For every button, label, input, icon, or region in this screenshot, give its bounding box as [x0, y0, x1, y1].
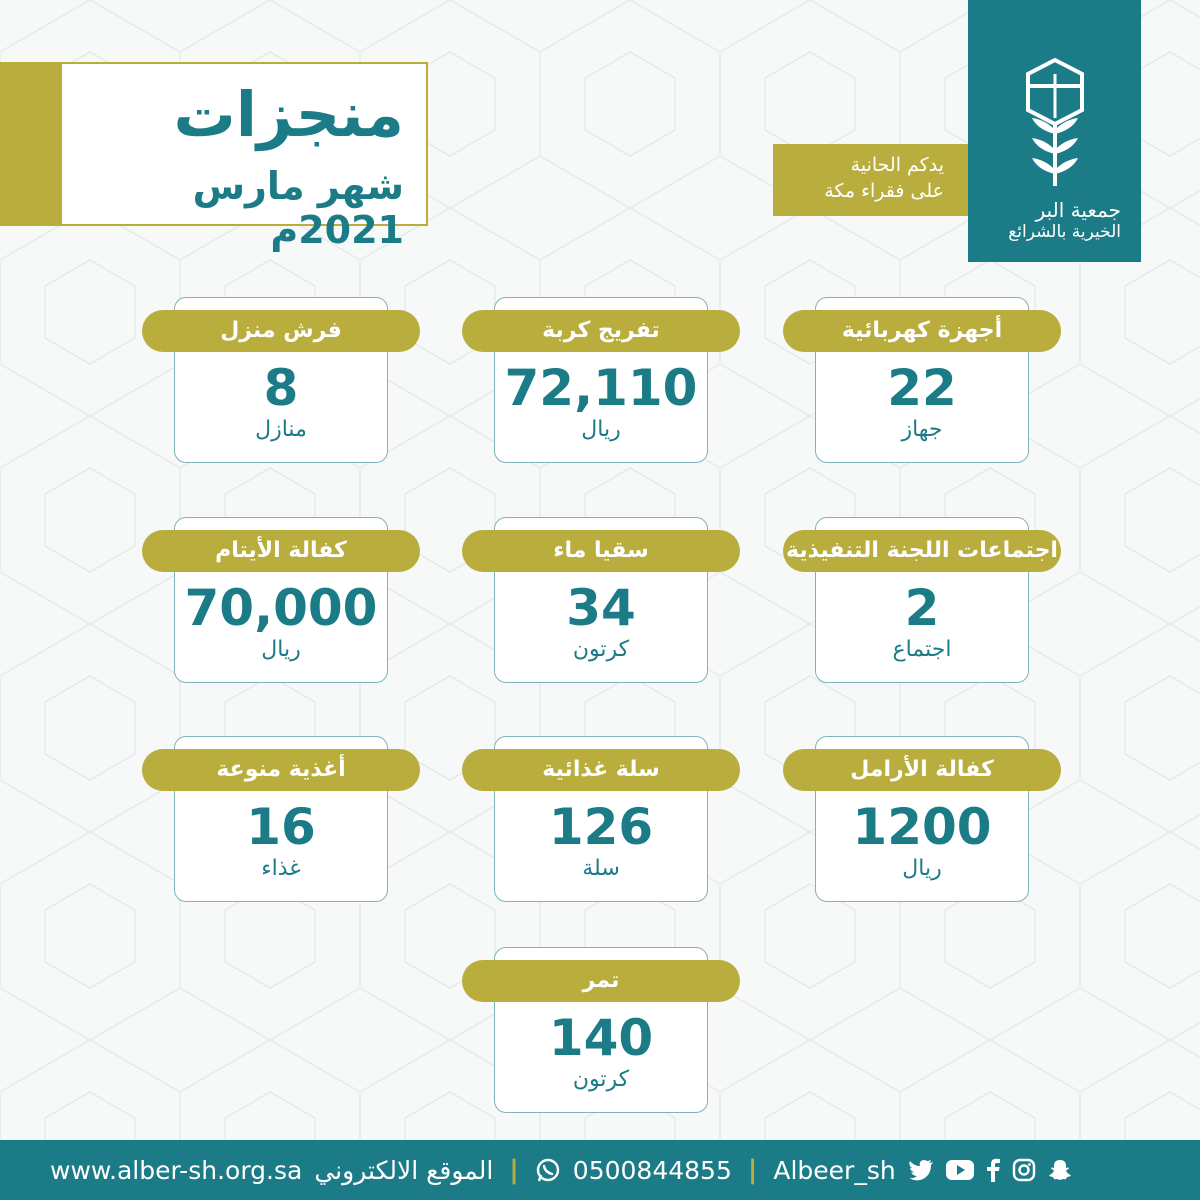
- stat-card-label: كفالة الأيتام: [142, 530, 420, 572]
- twitter-icon[interactable]: [908, 1159, 934, 1181]
- stat-card-orphan-sponsorship: [174, 517, 388, 683]
- logo: [968, 0, 1141, 262]
- stat-card-value: 22: [887, 359, 957, 417]
- title-accent-bar: [0, 62, 60, 226]
- stat-card-unit: جهاز: [901, 417, 943, 442]
- stat-card-water: [494, 517, 708, 683]
- stat-card-various-food: [174, 736, 388, 902]
- footer-separator: |: [509, 1155, 519, 1185]
- stat-card-value: 140: [548, 1009, 654, 1067]
- stat-card-value: 16: [246, 798, 316, 856]
- phone-number[interactable]: 0500844855: [572, 1155, 732, 1185]
- stat-card-dates: [494, 947, 708, 1113]
- stat-card-label: تمر: [462, 960, 740, 1002]
- stat-card-value: 126: [548, 798, 654, 856]
- stat-card-unit: سلة: [582, 856, 620, 881]
- stat-card-value: 34: [566, 579, 636, 637]
- stat-card-food-basket: [494, 736, 708, 902]
- stat-card-unit: كرتون: [572, 637, 630, 662]
- stat-card-committee-meetings: [786, 517, 1058, 683]
- stat-card-electrical-devices: [815, 297, 1029, 463]
- website-label: الموقع الالكتروني: [314, 1155, 494, 1185]
- stat-card-unit: كرتون: [572, 1067, 630, 1092]
- tagline-box: [773, 144, 968, 216]
- social-handle[interactable]: Albeer_sh: [773, 1155, 896, 1185]
- stat-card-unit: ريال: [261, 637, 301, 662]
- youtube-icon[interactable]: [946, 1160, 974, 1180]
- stat-card-value: 1200: [852, 798, 992, 856]
- stat-card-home-furnishing: [174, 297, 388, 463]
- stat-card-unit: ريال: [902, 856, 942, 881]
- stat-card-widow-sponsorship: [815, 736, 1029, 902]
- stat-card-value: 8: [263, 359, 299, 417]
- stat-card-label: سقيا ماء: [462, 530, 740, 572]
- stat-card-label: أجهزة كهربائية: [783, 310, 1061, 352]
- logo-name-line2: الخيرية بالشرائع: [1008, 222, 1121, 242]
- footer-content: [50, 1140, 1072, 1200]
- stat-card-unit: اجتماع: [892, 637, 952, 662]
- stat-card-value: 2: [904, 579, 940, 637]
- tagline-line2: على فقراء مكة: [824, 180, 944, 202]
- stat-card-label: أغذية منوعة: [142, 749, 420, 791]
- title-box: [60, 62, 428, 252]
- stat-card-relief: [494, 297, 708, 463]
- stat-card-unit: ريال: [581, 417, 621, 442]
- stat-card-label: تفريج كربة: [462, 310, 740, 352]
- wheat-kaaba-logo-icon: [1024, 58, 1086, 188]
- page-subtitle: شهر مارس 2021م: [192, 164, 404, 252]
- snapchat-icon[interactable]: [1048, 1158, 1072, 1182]
- stat-card-value: 72,110: [504, 359, 698, 417]
- stat-card-value: 70,000: [184, 579, 378, 637]
- footer: [0, 1140, 1200, 1200]
- stat-card-unit: منازل: [255, 417, 307, 442]
- whatsapp-icon[interactable]: [535, 1157, 561, 1183]
- stat-card-label: كفالة الأرامل: [783, 749, 1061, 791]
- footer-separator: |: [747, 1155, 758, 1185]
- instagram-icon[interactable]: [1012, 1158, 1036, 1182]
- website-link[interactable]: www.alber-sh.org.sa: [50, 1155, 303, 1185]
- stat-card-label: اجتماعات اللجنة التنفيذية: [783, 530, 1061, 572]
- facebook-icon[interactable]: [986, 1158, 1000, 1182]
- stat-card-unit: غذاء: [261, 856, 301, 881]
- stat-card-label: فرش منزل: [142, 310, 420, 352]
- page-title: منجزات: [173, 78, 404, 151]
- logo-name-line1: جمعية البر: [1035, 198, 1121, 222]
- stat-card-label: سلة غذائية: [462, 749, 740, 791]
- tagline-line1: يدكم الحانية: [850, 154, 944, 176]
